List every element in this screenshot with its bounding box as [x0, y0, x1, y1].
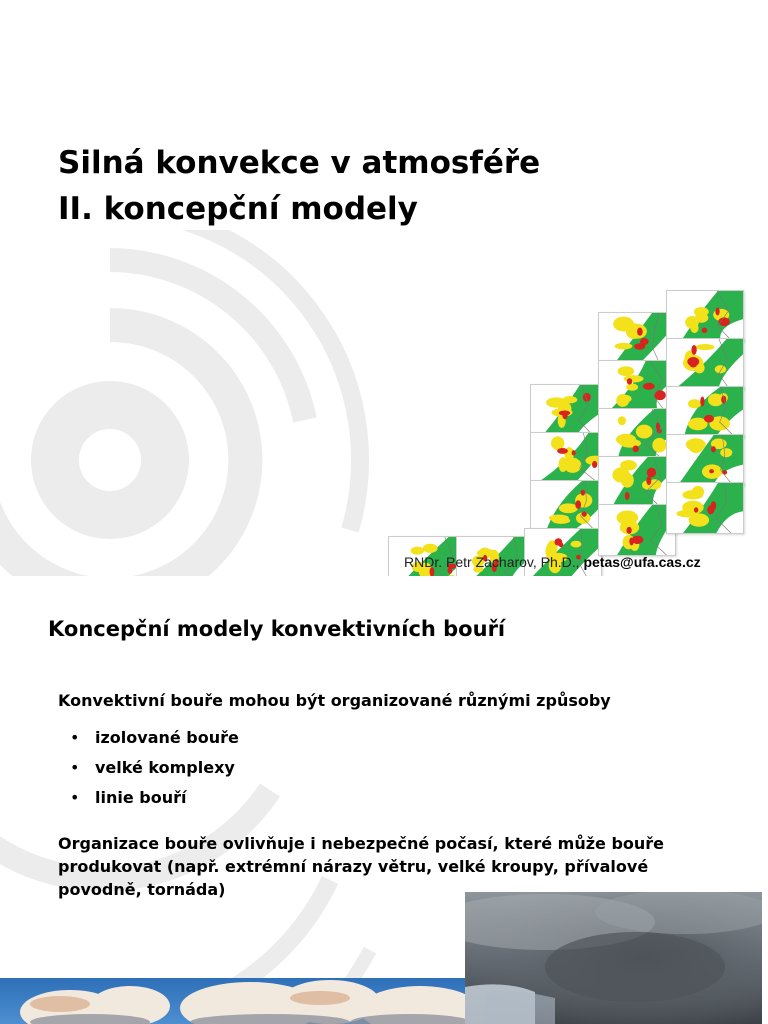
radar-panel	[598, 360, 676, 412]
storm-clouds-photo	[465, 892, 762, 1024]
list-item-text: velké komplexy	[95, 758, 235, 777]
content-slide	[0, 577, 768, 1024]
radar-panel	[598, 456, 676, 508]
author-name: RNDr. Petr Zacharov, Ph.D.,	[404, 554, 580, 570]
title-line-2: II. koncepční modely	[58, 191, 418, 227]
radar-panel	[598, 504, 676, 556]
radar-panel	[666, 482, 744, 534]
radar-panel	[530, 480, 608, 532]
title-line-1: Silná konvekce v atmosféře	[58, 145, 541, 181]
radar-panel	[530, 384, 608, 436]
list-item-text: linie bouří	[95, 788, 187, 807]
radar-panel	[666, 434, 744, 486]
radar-panel	[666, 338, 744, 390]
radar-panel	[598, 312, 676, 364]
list-item	[70, 753, 239, 783]
list-item-text: izolované bouře	[95, 728, 239, 747]
radar-panel	[530, 432, 608, 484]
bullet-icon: •	[70, 788, 80, 807]
organization-paragraph: Organizace bouře ovlivňuje i nebezpečné počasí, které může bouře produkovat (např. extrémní nárazy větru, velké kroupy, přívalové povodně, tornáda)	[58, 834, 665, 899]
storm-types-list	[70, 723, 239, 813]
bullet-icon: •	[70, 758, 80, 777]
author-email: petas@ufa.cas.cz	[583, 554, 701, 570]
intro-text: Konvektivní bouře mohou být organizované různými způsoby	[58, 691, 611, 710]
list-item	[70, 783, 239, 813]
author-line	[404, 554, 701, 570]
radar-panel	[598, 408, 676, 460]
radar-panel	[666, 386, 744, 438]
cumulus-clouds-photo	[0, 978, 470, 1024]
list-item	[70, 723, 239, 753]
radar-panel	[666, 290, 744, 342]
section-heading: Koncepční modely konvektivních bouří	[48, 617, 506, 641]
bullet-icon: •	[70, 728, 80, 747]
